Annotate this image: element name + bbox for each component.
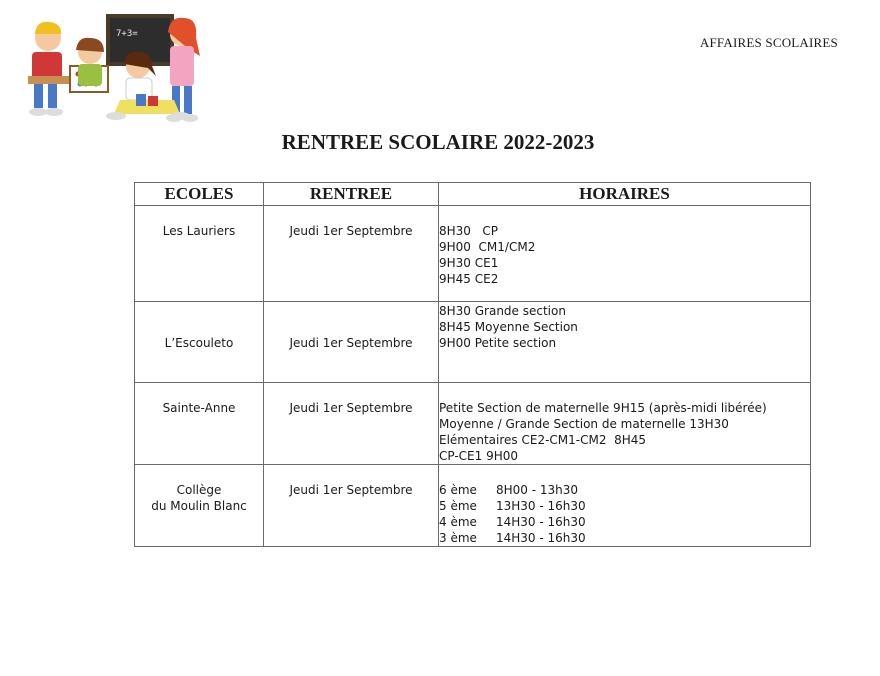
ecole-name: Les Lauriers <box>162 224 236 238</box>
cell-horaires <box>439 465 811 547</box>
table-row <box>135 383 811 465</box>
horaire-line: 8H30 CP <box>439 224 498 238</box>
table-row <box>135 206 811 302</box>
horaire-line: 6 ème 8H00 - 13h30 <box>439 483 579 497</box>
horaire-line: 9H45 CE2 <box>439 272 499 286</box>
horaire-line: 4 ème 14H30 - 16h30 <box>439 515 586 529</box>
cell-horaires <box>439 302 811 383</box>
cell-ecole <box>135 383 264 465</box>
horaire-line: Moyenne / Grande Section de maternelle 13H30 <box>439 417 729 431</box>
schedule-table <box>134 182 811 547</box>
ecole-name: du Moulin Blanc <box>151 499 247 513</box>
cell-rentree <box>264 383 439 465</box>
cell-horaires <box>439 383 811 465</box>
horaire-line: 9H00 Petite section <box>439 336 557 350</box>
department-label: AFFAIRES SCOLAIRES <box>699 35 838 50</box>
table-row <box>135 302 811 383</box>
chalkboard-text: 7+3= <box>116 29 138 39</box>
horaire-line: Petite Section de maternelle 9H15 (après-midi libérée) <box>439 401 767 415</box>
cell-ecole <box>135 465 264 547</box>
header-ecoles: ECOLES <box>135 183 264 206</box>
rentree-date: Jeudi 1er Septembre <box>289 483 413 497</box>
cell-horaires <box>439 206 811 302</box>
horaire-line: 9H30 CE1 <box>439 256 499 270</box>
rentree-date: Jeudi 1er Septembre <box>289 401 413 415</box>
table-header-row <box>135 183 811 206</box>
ecole-name: Sainte-Anne <box>162 401 236 415</box>
page-title: RENTREE SCOLAIRE 2022-2023 <box>281 130 595 154</box>
header-rentree: RENTREE <box>264 183 439 206</box>
school-children-illustration <box>24 10 206 128</box>
horaire-line: 8H30 Grande section <box>439 304 566 318</box>
horaire-line: 5 ème 13H30 - 16h30 <box>439 499 586 513</box>
table-row <box>135 465 811 547</box>
cell-rentree <box>264 465 439 547</box>
cell-rentree <box>264 206 439 302</box>
horaire-line: 3 ème 14H30 - 16h30 <box>439 531 586 545</box>
cell-ecole <box>135 206 264 302</box>
cell-rentree <box>264 302 439 383</box>
cell-ecole <box>135 302 264 383</box>
ecole-name: Collège <box>176 483 222 497</box>
header-horaires: HORAIRES <box>439 183 811 206</box>
rentree-date: Jeudi 1er Septembre <box>289 224 413 238</box>
horaire-line: CP-CE1 9H00 <box>439 449 519 463</box>
horaire-line: Elémentaires CE2-CM1-CM2 8H45 <box>439 433 647 447</box>
rentree-date: Jeudi 1er Septembre <box>289 336 413 350</box>
horaire-line: 9H00 CM1/CM2 <box>439 240 536 254</box>
ecole-name: L’Escouleto <box>164 336 234 350</box>
horaire-line: 8H45 Moyenne Section <box>439 320 578 334</box>
